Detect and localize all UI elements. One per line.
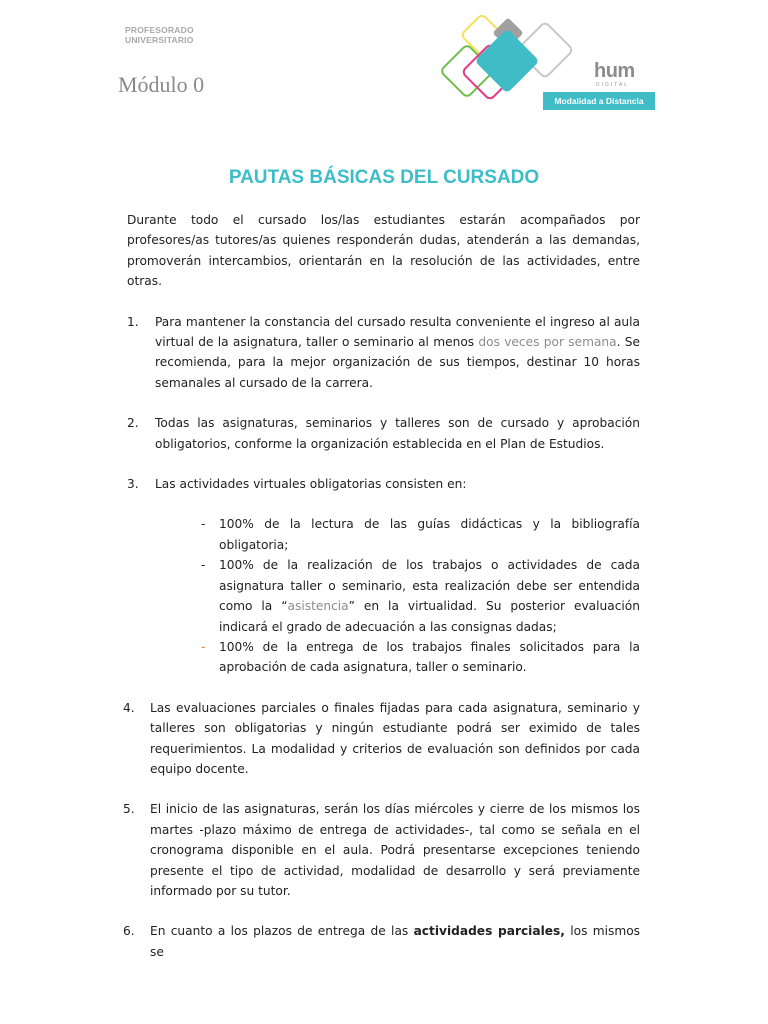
list-item-text: los mismos se xyxy=(150,924,641,959)
institution-brand xyxy=(125,25,194,45)
brand-line-2: UNIVERSITARIO xyxy=(125,35,194,45)
highlight-text: dos veces por semana xyxy=(478,335,617,350)
list-item-text: Las actividades virtuales obligatorias consisten en: xyxy=(155,477,467,492)
list-number: 6. xyxy=(123,924,135,939)
document-title: PAUTAS BÁSICAS DEL CURSADO xyxy=(228,167,540,188)
list-item-3 xyxy=(127,474,640,494)
list-item-text: . Se recomienda, para la mejor organización de sus tiempos, destinar 10 horas semanales al cursado de la carrera. xyxy=(155,335,641,390)
list-item-text: El inicio de las asignaturas, serán los días miércoles y cierre de los mismos los martes -plazo máximo de entrega de actividades-, tal como se señala en el cronograma disponible en el aula. Podrá presentarse excepciones teniendo presente el tipo de actividad, modalidad de desarrollo y será previamente informado por su tutor. xyxy=(150,802,640,898)
list-item-text: Para mantener la constancia del cursado resulta conveniente el ingreso al aula virtual de la asignatura, taller o seminario al menos xyxy=(155,314,640,350)
list-number: 3. xyxy=(127,477,139,492)
list-number: 4. xyxy=(123,700,135,715)
sub-item-text: ” en la virtualidad. Su posterior evaluación indicará el grado de adecuación a las consignas dadas; xyxy=(219,599,640,634)
list-item-text: En cuanto a los plazos de entrega de las xyxy=(150,924,414,939)
list-number: 2. xyxy=(127,416,139,431)
document-body xyxy=(123,210,641,962)
logo-digital-text: DIGITAL xyxy=(596,82,630,88)
list-item-text: Las evaluaciones parciales o finales fijadas para cada asignatura, seminario y talleres son obligatorias y ningún estudiante podrá ser eximido de tales requerimientos. La modalidad y criterios de evaluación son definidos por cada equipo docente. xyxy=(150,700,640,776)
sub-item-text: 100% de la realización de los trabajos o actividades de cada asignatura taller o seminario, esta realización debe ser entendida como la “ xyxy=(219,558,640,614)
list-number: 1. xyxy=(127,314,139,329)
list-item-4 xyxy=(123,698,640,780)
sub-item-text: 100% de la entrega de los trabajos finales solicitados para la aprobación de cada asignatura, taller o seminario. xyxy=(219,639,640,675)
list-item-text: Todas las asignaturas, seminarios y talleres son de cursado y aprobación obligatorios, conforme la organización establecida en el Plan de Estudios. xyxy=(155,416,640,451)
sub-item-text: 100% de la lectura de las guías didácticas y la bibliografía obligatoria; xyxy=(219,517,640,552)
hum-logo xyxy=(440,10,660,114)
list-item-5 xyxy=(123,799,640,901)
brand-line-1: PROFESORADO xyxy=(125,25,194,35)
logo-hum-text: hum xyxy=(594,60,635,82)
list-number: 5. xyxy=(123,802,135,817)
list-item-2 xyxy=(127,413,640,454)
sub-item-reading xyxy=(127,514,640,555)
intro-paragraph: Durante todo el cursado los/las estudiantes estarán acompañados por profesores/as tutores/as quienes responderán dudas, atenderán a las demandas, promoverán intercambios, orientarán en la resolución de las actividades, entre otras. xyxy=(127,213,640,289)
dash-bullet: - xyxy=(201,639,206,654)
modality-badge: Modalidad a Distancia xyxy=(543,92,655,110)
module-title: Módulo 0 xyxy=(118,72,205,97)
list-item-1 xyxy=(127,312,640,394)
dash-bullet: - xyxy=(201,558,206,573)
highlight-text: asistencia xyxy=(287,599,349,614)
sub-item-activities xyxy=(127,555,640,637)
sub-item-final-work xyxy=(127,637,640,678)
bold-text: actividades parciales, xyxy=(413,924,565,939)
dash-bullet: - xyxy=(201,517,206,532)
list-item-6 xyxy=(123,921,641,962)
